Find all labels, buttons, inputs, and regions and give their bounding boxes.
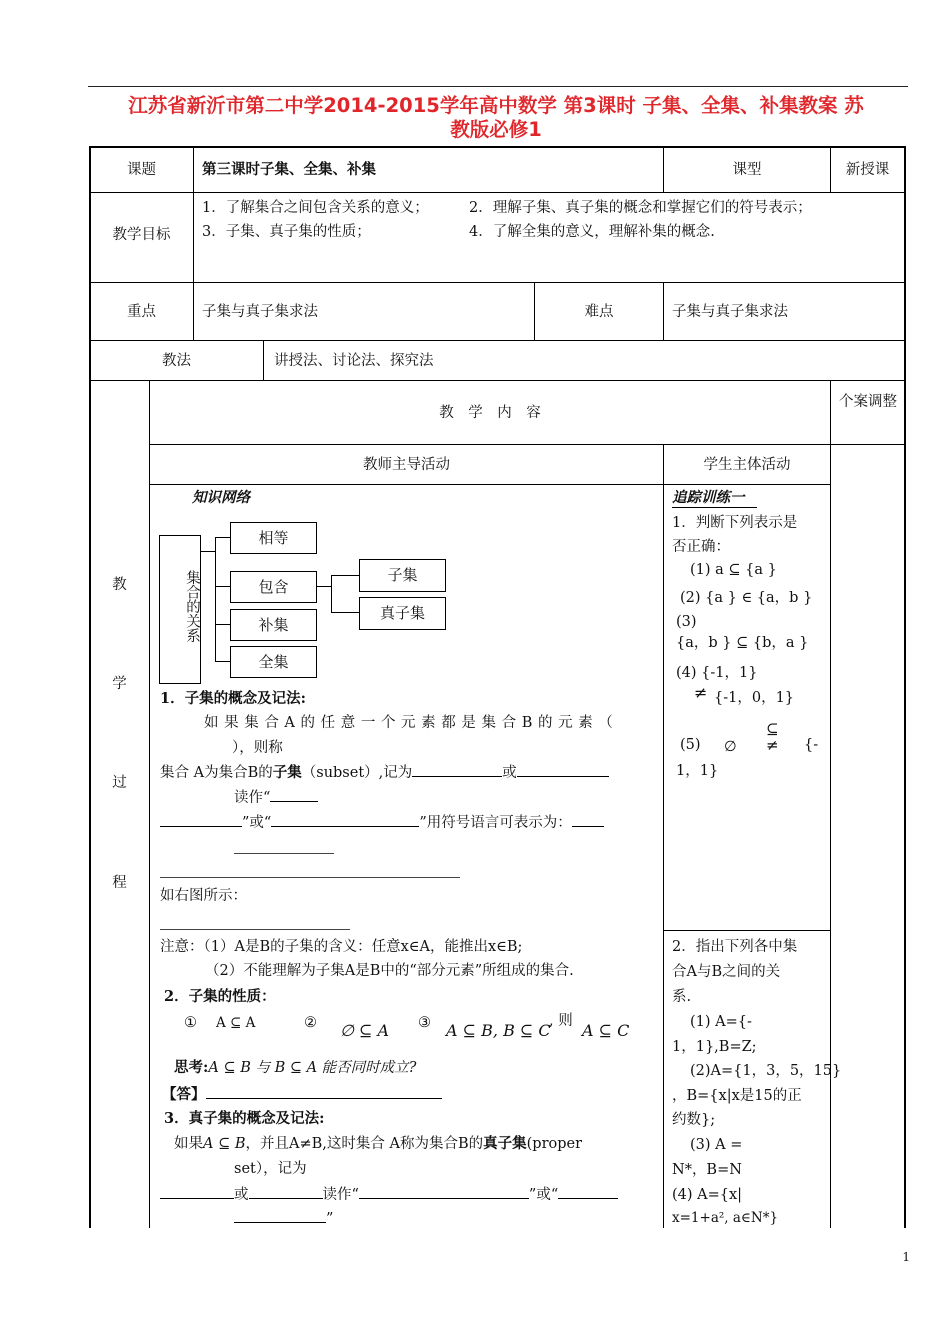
q2-item-3b: N*，B=N	[672, 1162, 742, 1178]
s1-line2: ），则称	[232, 740, 283, 756]
blank	[558, 1184, 618, 1199]
q1-item-5b: {-	[804, 737, 819, 753]
q2-line3: 系.	[672, 989, 692, 1005]
key-value: 子集与真子集求法	[202, 304, 318, 320]
page-number: 1	[902, 1250, 910, 1264]
topic-label: 课题	[127, 162, 156, 178]
s3-line3a: 或	[234, 1187, 249, 1203]
student-header: 学生主体活动	[703, 457, 791, 473]
blank	[517, 762, 609, 777]
s1-line3a: 集合 A为集合B的	[160, 765, 273, 781]
method-label: 教法	[162, 353, 191, 369]
blank	[412, 762, 502, 777]
s3-line4-close: ”	[326, 1211, 334, 1227]
s1-line5	[160, 812, 604, 833]
q2-item-2b: ，B={x|x是15的正	[672, 1088, 802, 1104]
case-adjust-header: 个案调整	[839, 394, 897, 410]
title-line-1: 江苏省新沂市第二中学2014-2015学年高中数学 第3课时 子集、全集、补集教案 苏	[128, 94, 864, 117]
q1-item-1: (1) a ⊆ {a }	[690, 562, 777, 578]
answer-label: 【答】	[162, 1086, 206, 1103]
side-label-3: 过	[112, 775, 127, 791]
s1-read-as: 读作“	[234, 790, 271, 806]
q2-line1: 2．指出下列各中集	[672, 939, 798, 955]
proper-subset-symbol: ⊆ ≠	[766, 720, 779, 754]
s3-line1a: 如果	[174, 1136, 203, 1152]
not-equal-symbol: ≠	[694, 683, 708, 702]
note-2: （2）不能理解为子集A是B中的“部分元素”所组成的集合.	[205, 963, 574, 979]
s3-line1c: ，并且A≠B,这时集合 A称为集合B的	[245, 1136, 484, 1152]
type-label: 课型	[732, 162, 762, 178]
title-line-2: 教版必修1	[450, 118, 542, 141]
q1-item-4b: {-1，0，1}	[714, 690, 795, 706]
topic-value: 第三课时子集、全集、补集	[202, 161, 376, 178]
s1-subset-term: 子集	[272, 764, 302, 781]
top-rule	[88, 86, 908, 87]
root-node	[159, 535, 201, 684]
s2-property-2: ∅ ⊆ A	[340, 1021, 390, 1040]
q1-item-3b: {a，b } ⊆ {b，a }	[676, 635, 809, 651]
key-label: 重点	[127, 304, 156, 320]
type-value: 新授课	[845, 162, 890, 178]
q1-item-5c: 1，1}	[676, 763, 719, 779]
side-label-1: 教	[112, 577, 127, 593]
document-title	[80, 94, 912, 142]
q2-item-4b: x=1+a², a∈N*}	[672, 1210, 779, 1226]
s2-property-3-result: A ⊆ C	[582, 1021, 630, 1040]
node-universal: 全集	[230, 646, 317, 678]
q2-line2: 合A与B之间的关	[672, 964, 781, 980]
teacher-header: 教师主导活动	[363, 457, 450, 473]
s3-line3c: ”或“	[528, 1187, 559, 1203]
q2-item-1b: 1，1},B=Z;	[672, 1039, 757, 1055]
s2-property-3: A ⊆ B, B ⊆ C	[446, 1021, 551, 1040]
s1-line5b: ”用符号语言可表示为：	[419, 815, 572, 831]
q1-item-3: (3)	[676, 614, 697, 630]
s2-then: , 则	[549, 1013, 573, 1029]
node-complement: 补集	[230, 609, 317, 641]
content-header: 教 学 内 容	[439, 405, 541, 421]
q1-item-5: (5)	[680, 737, 701, 753]
root-label: 集合的关系	[184, 569, 200, 643]
q2-item-1: (1) A={-	[690, 1014, 752, 1030]
q1-item-2: (2) {a } ∈ {a，b }	[680, 590, 813, 606]
node-subset: 子集	[359, 559, 446, 592]
goal-2: 2．理解子集、真子集的概念和掌握它们的符号表示；	[469, 200, 812, 216]
node-contain: 包含	[230, 571, 317, 603]
node-proper-subset: 真子集	[359, 597, 446, 630]
goal-1: 1．了解集合之间包含关系的意义；	[202, 200, 429, 216]
s3-title: 3．真子集的概念及记法:	[164, 1110, 325, 1127]
s3-proper-term: 真子集	[483, 1135, 527, 1152]
student-heading: 追踪训练一	[672, 489, 745, 506]
s2-p1-num: ①	[184, 1015, 197, 1031]
s3-line3b: 读作“	[322, 1187, 359, 1203]
side-label-2: 学	[112, 676, 127, 692]
s1-figure-note: 如右图所示：	[160, 888, 247, 904]
difficulty-value: 子集与真子集求法	[672, 304, 788, 320]
s3-line2: set），记为	[234, 1161, 307, 1177]
blank	[160, 1184, 234, 1199]
answer-blank[interactable]	[206, 1084, 442, 1099]
s1-line3	[160, 762, 609, 783]
difficulty-label: 难点	[584, 304, 614, 320]
q1-line1: 1．判断下列表示是	[672, 515, 798, 531]
s1-line5a: ”或“	[242, 815, 272, 831]
blank	[249, 1184, 323, 1199]
s1-title: 1．子集的概念及记法:	[160, 690, 306, 707]
s3-line1e: (proper	[526, 1136, 583, 1152]
blank	[359, 1184, 529, 1199]
goal-3: 3．子集、真子集的性质；	[202, 224, 371, 240]
think-line	[174, 1058, 416, 1078]
goal-4: 4．了解全集的意义，理解补集的概念.	[469, 224, 715, 240]
s2-title: 2．子集的性质：	[164, 988, 276, 1005]
s1-line4	[234, 787, 318, 808]
s2-property-1: A ⊆ A	[216, 1015, 256, 1031]
goals-label: 教学目标	[112, 227, 171, 243]
s3-line3	[160, 1184, 618, 1205]
blank	[271, 812, 419, 827]
note-1: 注意：（1）A是B的子集的含义：任意x∈A，能推出x∈B;	[160, 939, 523, 955]
answer-line	[162, 1084, 442, 1105]
q2-item-2: (2)A={1，3，5，15}	[690, 1063, 842, 1079]
diagram-heading: 知识网络	[192, 489, 250, 506]
side-label-4: 程	[112, 875, 127, 891]
q2-item-4: (4) A={x|	[672, 1187, 743, 1203]
s2-p2-num: ②	[304, 1015, 317, 1031]
blank	[160, 812, 242, 827]
blank	[234, 1208, 326, 1223]
q2-item-2c: 约数};	[672, 1112, 716, 1128]
s1-line3c: （subset）,记为	[301, 765, 413, 781]
q1-line2: 否正确：	[672, 539, 730, 555]
node-equal: 相等	[230, 522, 317, 554]
empty-set-symbol: ∅	[724, 739, 737, 755]
q2-item-3: (3) A =	[690, 1137, 743, 1153]
s1-line1: 如 果 集 合 A 的 任 意 一 个 元 素 都 是 集 合 B 的 元 素 （	[204, 715, 614, 731]
method-value: 讲授法、讨论法、探究法	[274, 353, 434, 369]
blank	[572, 812, 604, 827]
blank	[270, 787, 318, 802]
s2-p3-num: ③	[418, 1015, 431, 1031]
s3-line1	[174, 1134, 582, 1154]
think-label: 思考:	[174, 1059, 209, 1076]
q1-item-4: (4) {-1，1}	[676, 665, 758, 681]
think-text: A ⊆ B 与 B ⊆ A 能否同时成立?	[208, 1060, 417, 1076]
s3-line4	[234, 1208, 333, 1229]
s3-line1b: A ⊆ B	[203, 1136, 246, 1152]
s1-line3d: 或	[502, 765, 517, 781]
